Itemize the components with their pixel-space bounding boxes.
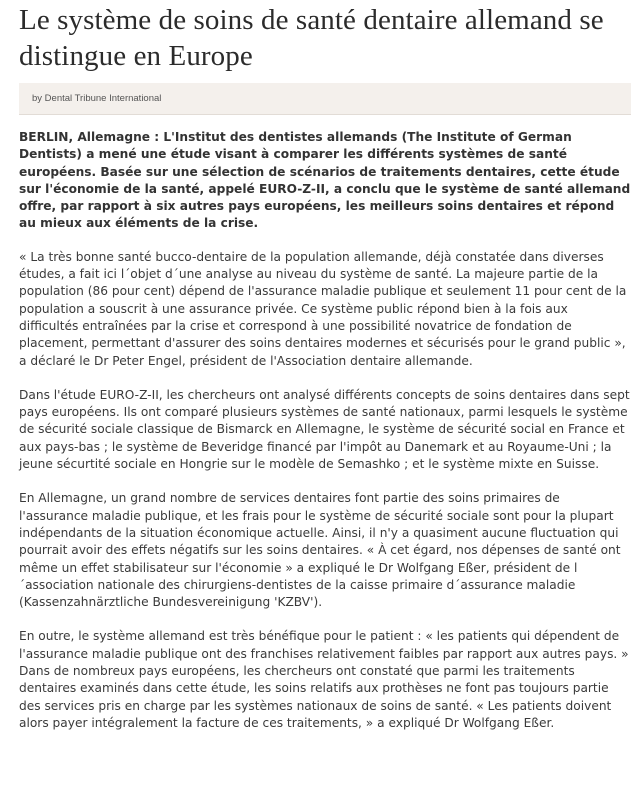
article-paragraph: En Allemagne, un grand nombre de services dentaires font partie des soins primaires de l'assurance maladie publique, et les frais pour le système de sécurité sociale sont pour la plupart indépendants de la situation économique actuelle. Ainsi, il n'y a quasiment aucune fluctuation qui pourrait avoir des effets négatifs sur les soins dentaires. « À cet égard, nos dépenses de santé ont même un effet stabilisateur sur l'économie » a expliqué le Dr Wolfgang Eßer, président de l´association nationale des chirurgiens-dentistes de la caisse primaire d´assurance maladie (Kassenzahnärztliche Bundesvereinigung 'KZBV'). [19, 491, 621, 610]
article-paragraph: Dans l'étude EURO-Z-II, les chercheurs ont analysé différents concepts de soins dentaires dans sept pays européens. Ils ont comparé plusieurs systèmes de santé nationaux, parmi lesquels le système de sécurité sociale classique de Bismarck en Allemagne, le système de sécurité social en France et aux pays-bas ; le système de Beveridge financé par l'impôt au Danemark et au Royaume-Uni ; la jeune sécurtité sociale en Hongrie sur le modèle de Semashko ; et le système mixte en Suisse. [19, 387, 630, 472]
article-byline: by Dental Tribune International [32, 93, 162, 104]
article-paragraph: En outre, le système allemand est très bénéfique pour le patient : « les patients qui dépendent de l'assurance maladie publique ont des franchises relativement faibles par rapport aux autres pays. » Dans de nombreux pays européens, les chercheurs ont constaté que parmi les traitements dentaires examinés dans cette étude, les soins relatifs aux prothèses ne font pas toujours partie des services pris en charge par les systèmes nationaux de soins de santé. « Les patients doivent alors payer intégralement la facture de ces traitements, » a expliqué Dr Wolfgang Eßer. [19, 629, 629, 730]
article-paragraph: « La très bonne santé bucco-dentaire de la population allemande, déjà constatée dans diverses études, a fait ici l´objet d´une analyse au niveau du système de santé. La majeure partie de la population (86 pour cent) dépend de l'assurance maladie publique et seulement 11 pour cent de la population a souscrit à une assurance privée. Ce système public répond bien à la fois aux difficultés entraînées par la crise et correspond à une possibilité novatrice de fondation de placement, permettant d'assurer des soins dentaires modernes et sécurisés pour le grand public », a déclaré le Dr Peter Engel, président de l'Association dentaire allemande. [19, 249, 627, 368]
article-lead: BERLIN, Allemagne : L'Institut des dentistes allemands (The Institute of German Dentists) a mené une étude visant à comparer les différents systèmes de santé européens. Basée sur une sélection de scénarios de traitements dentaires, cette étude sur l'économie de la santé, appelé EURO-Z-II, a conclu que le système de santé allemand offre, par rapport à six autres pays européens, les meilleurs soins dentaires et répond au mieux aux éléments de la crise. [19, 130, 631, 231]
byline-bar [19, 83, 631, 115]
article-title: Le système de soins de santé dentaire allemand se distingue en Europe [19, 4, 604, 72]
article [19, 0, 631, 732]
